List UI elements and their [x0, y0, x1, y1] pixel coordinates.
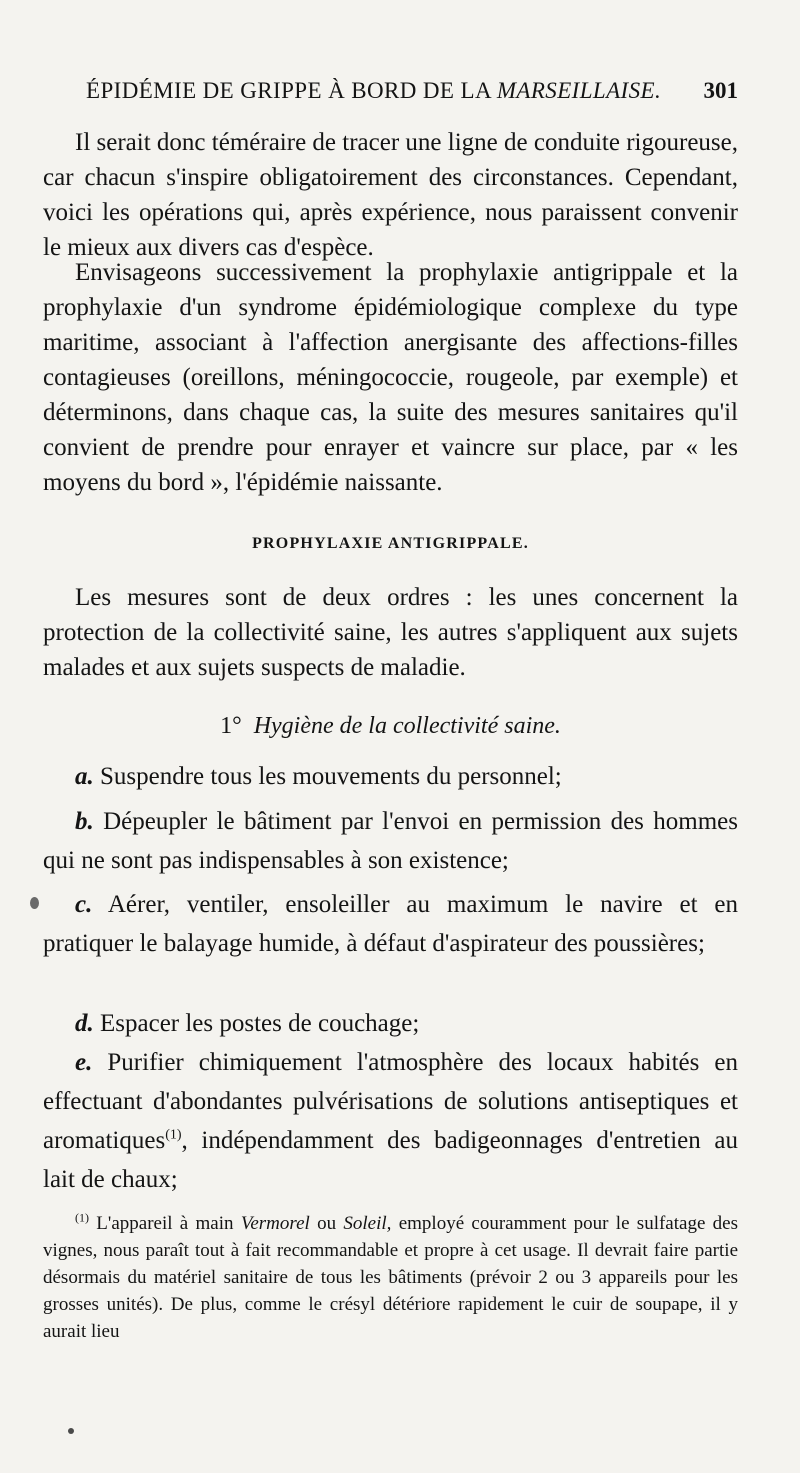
footnote-reference: (1)	[165, 1127, 182, 1143]
paragraph-measures	[43, 580, 738, 685]
paragraph-plan	[43, 255, 738, 500]
footnote-text-1: L'appareil à main	[96, 1213, 241, 1234]
section-heading: PROPHYLAXIE ANTIGRIPPALE.	[252, 535, 529, 552]
page-header	[86, 76, 738, 112]
running-title-ship-name: MARSEILLAISE.	[496, 78, 662, 103]
page-number: 301	[703, 78, 738, 103]
list-item-text: Aérer, ventiler, ensoleiller au maximum le navire et en pratiquer le balayage humide, à défaut d'aspirateur des poussières;	[43, 891, 738, 957]
list-item	[43, 1043, 738, 1199]
list-item-letter: a.	[75, 763, 94, 790]
footnote-marker: (1)	[75, 1210, 89, 1225]
footnote-brand-soleil: Soleil,	[343, 1213, 392, 1234]
subheading	[43, 713, 738, 740]
subheading-number: 1°	[220, 713, 242, 739]
list-item-text: Dépeupler le bâtiment par l'envoi en permission des hommes qui ne sont pas indispensables à son existence;	[43, 808, 738, 874]
subheading-text: Hygiène de la collectivité saine.	[253, 713, 561, 739]
list-item	[43, 885, 738, 963]
list-item-text-continued: , indépendamment des badigeonnages d'entretien au lait de chaux;	[43, 1127, 738, 1193]
footnote	[43, 1210, 738, 1345]
running-title-prefix: ÉPIDÉMIE DE GRIPPE À BORD DE LA	[86, 78, 497, 103]
list-item-letter: c.	[75, 891, 93, 918]
list-item-text: Purifier chimiquement l'atmosphère des locaux habités en effectuant d'abondantes pulvérisations de solutions antiseptiques et aromatiques	[43, 1049, 738, 1154]
footnote-text-3: employé couramment pour le sulfatage des vignes, nous paraît tout à fait recommandable et propre à cet usage. Il devrait faire partie désormais du matériel sanitaire de tous les bâtiments (prévoir 2 ou 3 appareils pour les grosses unités). De plus, comme le crésyl détériore rapidement le cuir de soupape, il y aurait lieu	[43, 1213, 739, 1342]
paragraph-intro	[43, 125, 738, 265]
list-item-text: Espacer les postes de couchage;	[100, 1010, 420, 1037]
ink-speck	[30, 897, 39, 909]
paragraph-plan-text: Envisageons successivement la prophylaxie antigrippale et la prophylaxie d'un syndrome épidémiologique complexe du type maritime, associant à l'affection anergisante des affections-filles contagieuses (oreillons, méningococcie, rougeole, par exemple) et déterminons, dans chaque cas, la suite des mesures sanitaires qu'il convient de prendre pour enrayer et vaincre sur place, par « les moyens du bord », l'épidémie naissante.	[43, 259, 738, 496]
list-item-text: Suspendre tous les mouvements du personnel;	[100, 763, 562, 790]
list-item-letter: b.	[75, 808, 94, 835]
list-item	[43, 802, 738, 880]
paragraph-intro-text: Il serait donc téméraire de tracer une ligne de conduite rigoureuse, car chacun s'inspire obligatoirement des circonstances. Cependant, voici les opérations qui, après expérience, nous paraissent convenir le mieux aux divers cas d'espèce.	[43, 129, 738, 261]
footnote-text-2: ou	[309, 1213, 344, 1234]
paragraph-measures-text: Les mesures sont de deux ordres : les unes concernent la protection de la collectivité saine, les autres s'appliquent aux sujets malades et aux sujets suspects de maladie.	[43, 584, 738, 681]
running-title	[86, 78, 661, 104]
footnote-brand-vermorel: Vermorel	[240, 1213, 310, 1234]
list-item-letter: d.	[75, 1010, 94, 1037]
list-item-letter: e.	[75, 1049, 93, 1076]
ink-speck	[68, 1428, 74, 1434]
list-item	[43, 757, 738, 796]
list-item	[43, 1004, 738, 1043]
